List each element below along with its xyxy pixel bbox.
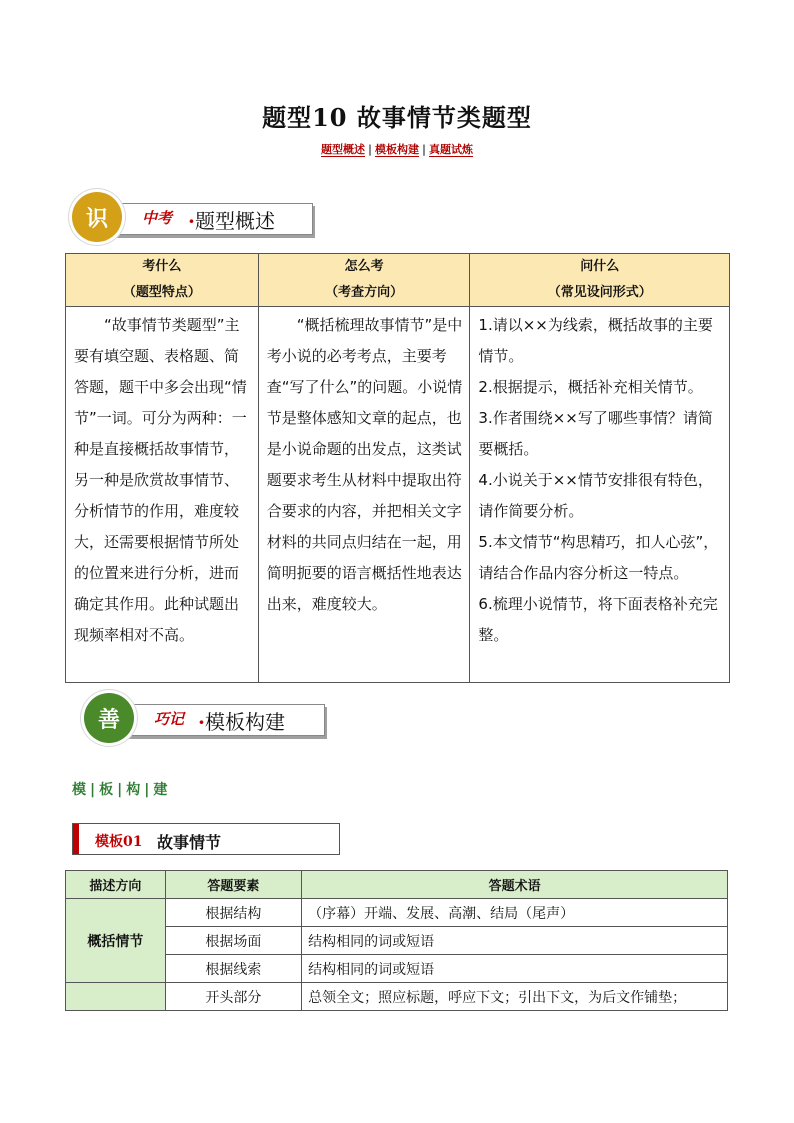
question-item: 5.本文情节“构思精巧，扣人心弦”，请结合作品内容分析这一特点。: [478, 533, 719, 582]
badge-circle: 善: [84, 693, 134, 743]
header-element: 答题要素: [165, 871, 301, 899]
section-banner-overview: [72, 192, 312, 244]
table-row: [66, 955, 728, 983]
element-cell: 根据线索: [165, 955, 301, 983]
element-cell: 根据场面: [165, 927, 301, 955]
cell-direction: “概括梳理故事情节”是中考小说的必考考点，主要考查“写了什么”的问题。小说情节是整体感知文章的起点，也是小说命题的出发点，这类试题要求考生从材料中提取出符合要求的内容，并把相关文字材料的共同点归结在一起，用简明扼要的语言概括性地表达出来，难度较大。: [258, 307, 470, 683]
cell-questions: [470, 307, 730, 683]
group-cell: 概括情节: [66, 899, 166, 983]
group-cell-empty: [66, 983, 166, 1011]
question-item: 4.小说关于××情节安排很有特色，请作简要分析。: [478, 471, 713, 520]
question-item: 3.作者围绕××写了哪些事情？请简要概括。: [478, 409, 713, 458]
table-row: [66, 927, 728, 955]
cell-features: “故事情节类题型”主要有填空题、表格题、简答题，题干中多会出现“情节”一词。可分为两种：一种是直接概括故事情节，另一种是欣赏故事情节、分析情节的作用，难度较大，还需要根据情节所处的位置来进行分析，进而确定其作用。此种试题出现频率相对不高。: [66, 307, 259, 683]
nav-item-overview[interactable]: 题型概述: [320, 143, 365, 156]
term-cell: 总领全文；照应标题，呼应下文；引出下文，为后文作铺垫；: [302, 983, 728, 1011]
header-direction: 描述方向: [66, 871, 166, 899]
template-heading: 模 | 板 | 构 | 建: [72, 782, 168, 798]
header-how: 怎么考 （考查方向）: [258, 254, 470, 307]
question-item: 2.根据提示，概括补充相关情节。: [478, 378, 703, 396]
module-title: 故事情节: [157, 833, 222, 852]
module-accent-bar: [73, 824, 79, 854]
term-cell: 结构相同的词或短语: [302, 927, 728, 955]
template-table: [65, 870, 728, 1011]
element-cell: 根据结构: [165, 899, 301, 927]
term-cell: 结构相同的词或短语: [302, 955, 728, 983]
term-cell: （序幕）开端、发展、高潮、结局（尾声）: [302, 899, 728, 927]
section-nav: 题型概述 | 模板构建 | 真题试炼: [320, 143, 474, 156]
header-ask: 问什么 （常见设问形式）: [470, 254, 730, 307]
nav-item-practice[interactable]: 真题试炼: [429, 143, 474, 156]
header-what: 考什么 （题型特点）: [66, 254, 259, 307]
overview-table: [65, 253, 730, 683]
question-item: 6.梳理小说情节，将下面表格补充完整。: [478, 595, 718, 644]
table-row: [66, 899, 728, 927]
section-banner-template: [84, 693, 324, 745]
banner-tag: 巧记: [154, 710, 185, 728]
nav-item-template[interactable]: 模板构建: [375, 143, 419, 156]
table-row: [66, 983, 728, 1011]
banner-label: ·模板构建: [198, 710, 285, 734]
element-cell: 开头部分: [165, 983, 301, 1011]
badge-circle: 识: [72, 192, 122, 242]
module-tag: 模板01: [95, 834, 143, 850]
header-term: 答题术语: [302, 871, 728, 899]
question-item: 1.请以××为线索，概括故事的主要情节。: [478, 316, 713, 365]
banner-tag: 中考: [142, 209, 173, 227]
module-title-box: [72, 823, 340, 855]
page-title: 题型10 故事情节类题型: [262, 103, 532, 132]
banner-label: ·题型概述: [188, 209, 275, 233]
